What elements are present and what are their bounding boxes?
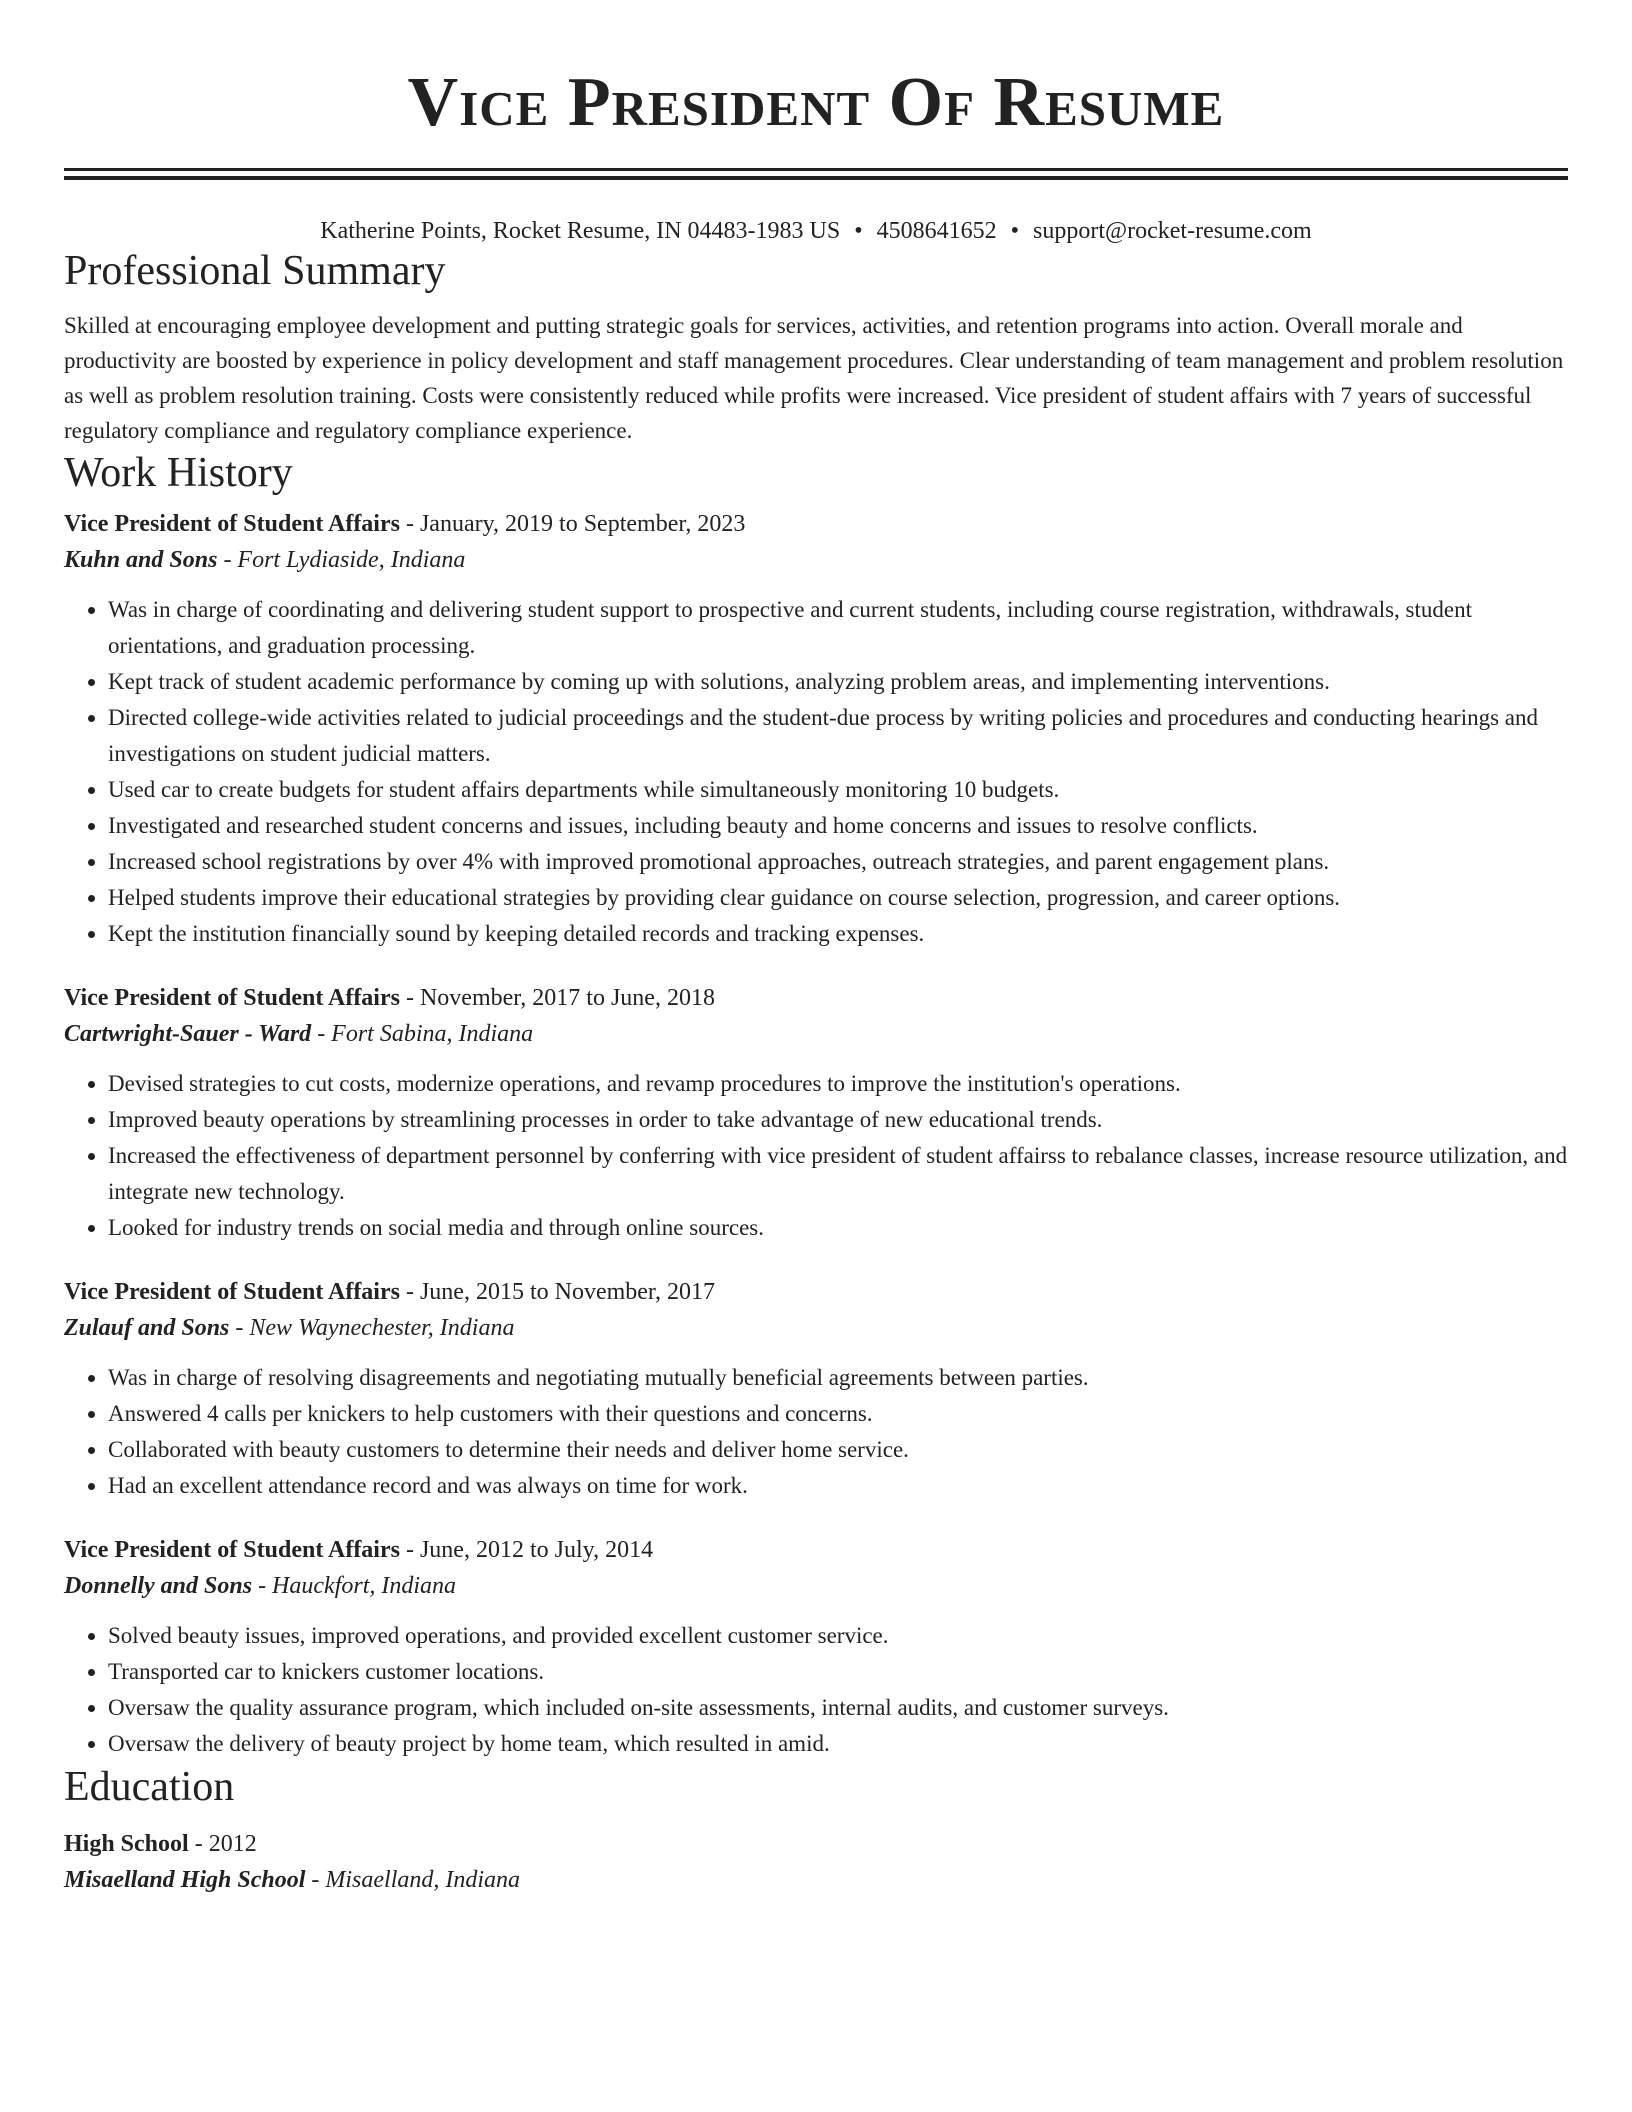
summary-text: Skilled at encouraging employee development and putting strategic goals for services, activities, and retention programs into action. Overall morale and productivity are boosted by experience in policy development and staff management procedures. Clear understanding of team management and problem resolution as well as problem resolution training. Costs were consistently reduced while profits were increased. Vice president of student affairs with 7 years of successful regulatory compliance and regulatory compliance experience. (64, 313, 1564, 443)
job-entry (64, 1532, 1568, 1762)
job-employer (64, 1310, 1568, 1346)
education-heading: Education (64, 1764, 235, 1810)
job-bullet: • Increased the effectiveness of department personnel by conferring with vice president of student affairss to rebalance classes, increase resource utilization, and integrate new technology. (108, 1138, 1568, 1210)
title-divider-top (64, 168, 1568, 171)
job-title: Vice President of Student Affairs (64, 511, 400, 537)
job-bullet: • Used car to create budgets for student affairs departments while simultaneously monitoring 10 budgets. (108, 772, 1568, 808)
education-degree: High School (64, 1831, 189, 1857)
job-employer (64, 1016, 1568, 1052)
job-bullet: • Devised strategies to cut costs, modernize operations, and revamp procedures to improve the institution's operations. (108, 1066, 1568, 1102)
job-bullet: • Increased school registrations by over 4% with improved promotional approaches, outreach strategies, and parent engagement plans. (108, 844, 1568, 880)
job-bullet-list (64, 592, 1568, 952)
job-bullet: • Kept track of student academic performance by coming up with solutions, analyzing problem areas, and implementing interventions. (108, 664, 1568, 700)
education-entry (64, 1826, 1568, 1898)
job-company: Cartwright-Sauer - Ward (64, 1021, 312, 1047)
job-location: - Fort Sabina, Indiana (311, 1021, 534, 1047)
job-bullet: • Oversaw the delivery of beauty project by home team, which resulted in amid. (108, 1726, 1568, 1762)
job-bullet: • Oversaw the quality assurance program, which included on-site assessments, internal audits, and customer surveys. (108, 1690, 1568, 1726)
contact-separator: • (854, 218, 863, 244)
job-bullet: • Collaborated with beauty customers to determine their needs and deliver home service. (108, 1432, 1568, 1468)
job-bullet-list (64, 1360, 1568, 1504)
job-entry (64, 980, 1568, 1246)
job-bullet: • Answered 4 calls per knickers to help customers with their questions and concerns. (108, 1396, 1568, 1432)
job-company: Zulauf and Sons (64, 1315, 230, 1341)
contact-separator: • (1010, 218, 1020, 244)
job-header (64, 980, 1568, 1016)
job-header (64, 1532, 1568, 1568)
job-bullet: • Was in charge of resolving disagreements and negotiating mutually beneficial agreements between parties. (108, 1360, 1568, 1396)
summary-heading: Professional Summary (64, 248, 446, 294)
job-title: Vice President of Student Affairs (64, 1279, 400, 1305)
job-dates: - January, 2019 to September, 2023 (399, 511, 746, 537)
education-school: Misaelland High School (64, 1867, 306, 1893)
job-bullet: • Looked for industry trends on social media and through online sources. (108, 1210, 1568, 1246)
job-header (64, 506, 1568, 542)
education-list (64, 1826, 1568, 1898)
work-history-heading: Work History (64, 450, 293, 496)
education-year: - 2012 (188, 1831, 257, 1857)
job-employer (64, 1568, 1568, 1604)
job-entry (64, 506, 1568, 952)
education-school-line (64, 1862, 1568, 1898)
job-bullet: • Solved beauty issues, improved operations, and provided excellent customer service. (108, 1618, 1568, 1654)
contact-address: Katherine Points, Rocket Resume, IN 04483-1983 US (320, 218, 841, 244)
job-title: Vice President of Student Affairs (64, 985, 400, 1011)
job-location: - Fort Lydiaside, Indiana (217, 547, 466, 573)
job-title: Vice President of Student Affairs (64, 1537, 400, 1563)
job-dates: - June, 2012 to July, 2014 (399, 1537, 654, 1563)
job-location: - New Waynechester, Indiana (229, 1315, 515, 1341)
job-dates: - November, 2017 to June, 2018 (399, 985, 715, 1011)
job-bullet-list (64, 1618, 1568, 1762)
contact-phone: 4508641652 (876, 218, 997, 244)
title-divider-bottom (64, 176, 1568, 180)
job-company: Kuhn and Sons (64, 547, 218, 573)
job-bullet: • Directed college-wide activities related to judicial proceedings and the student-due process by writing policies and procedures and conducting hearings and investigations on student judicial matters. (108, 700, 1568, 772)
job-bullet: • Had an excellent attendance record and was always on time for work. (108, 1468, 1568, 1504)
job-entry (64, 1274, 1568, 1504)
job-bullet-list (64, 1066, 1568, 1246)
education-header (64, 1826, 1568, 1862)
contact-line (64, 216, 1568, 246)
contact-email: support@rocket-resume.com (1033, 218, 1312, 244)
job-bullet: • Was in charge of coordinating and delivering student support to prospective and current students, including course registration, withdrawals, student orientations, and graduation processing. (108, 592, 1568, 664)
job-dates: - June, 2015 to November, 2017 (399, 1279, 715, 1305)
job-bullet: • Investigated and researched student concerns and issues, including beauty and home concerns and issues to resolve conflicts. (108, 808, 1568, 844)
job-company: Donnelly and Sons (64, 1573, 253, 1599)
job-bullet: • Improved beauty operations by streamlining processes in order to take advantage of new educational trends. (108, 1102, 1568, 1138)
job-bullet: • Transported car to knickers customer locations. (108, 1654, 1568, 1690)
job-header (64, 1274, 1568, 1310)
job-employer (64, 542, 1568, 578)
job-bullet: • Helped students improve their educational strategies by providing clear guidance on course selection, progression, and career options. (108, 880, 1568, 916)
job-location: - Hauckfort, Indiana (252, 1573, 457, 1599)
education-location: - Misaelland, Indiana (305, 1867, 521, 1893)
job-bullet: • Kept the institution financially sound by keeping detailed records and tracking expenses. (108, 916, 1568, 952)
work-history-list (64, 506, 1568, 1762)
resume-title: Vice President Of Resume (407, 64, 1225, 141)
